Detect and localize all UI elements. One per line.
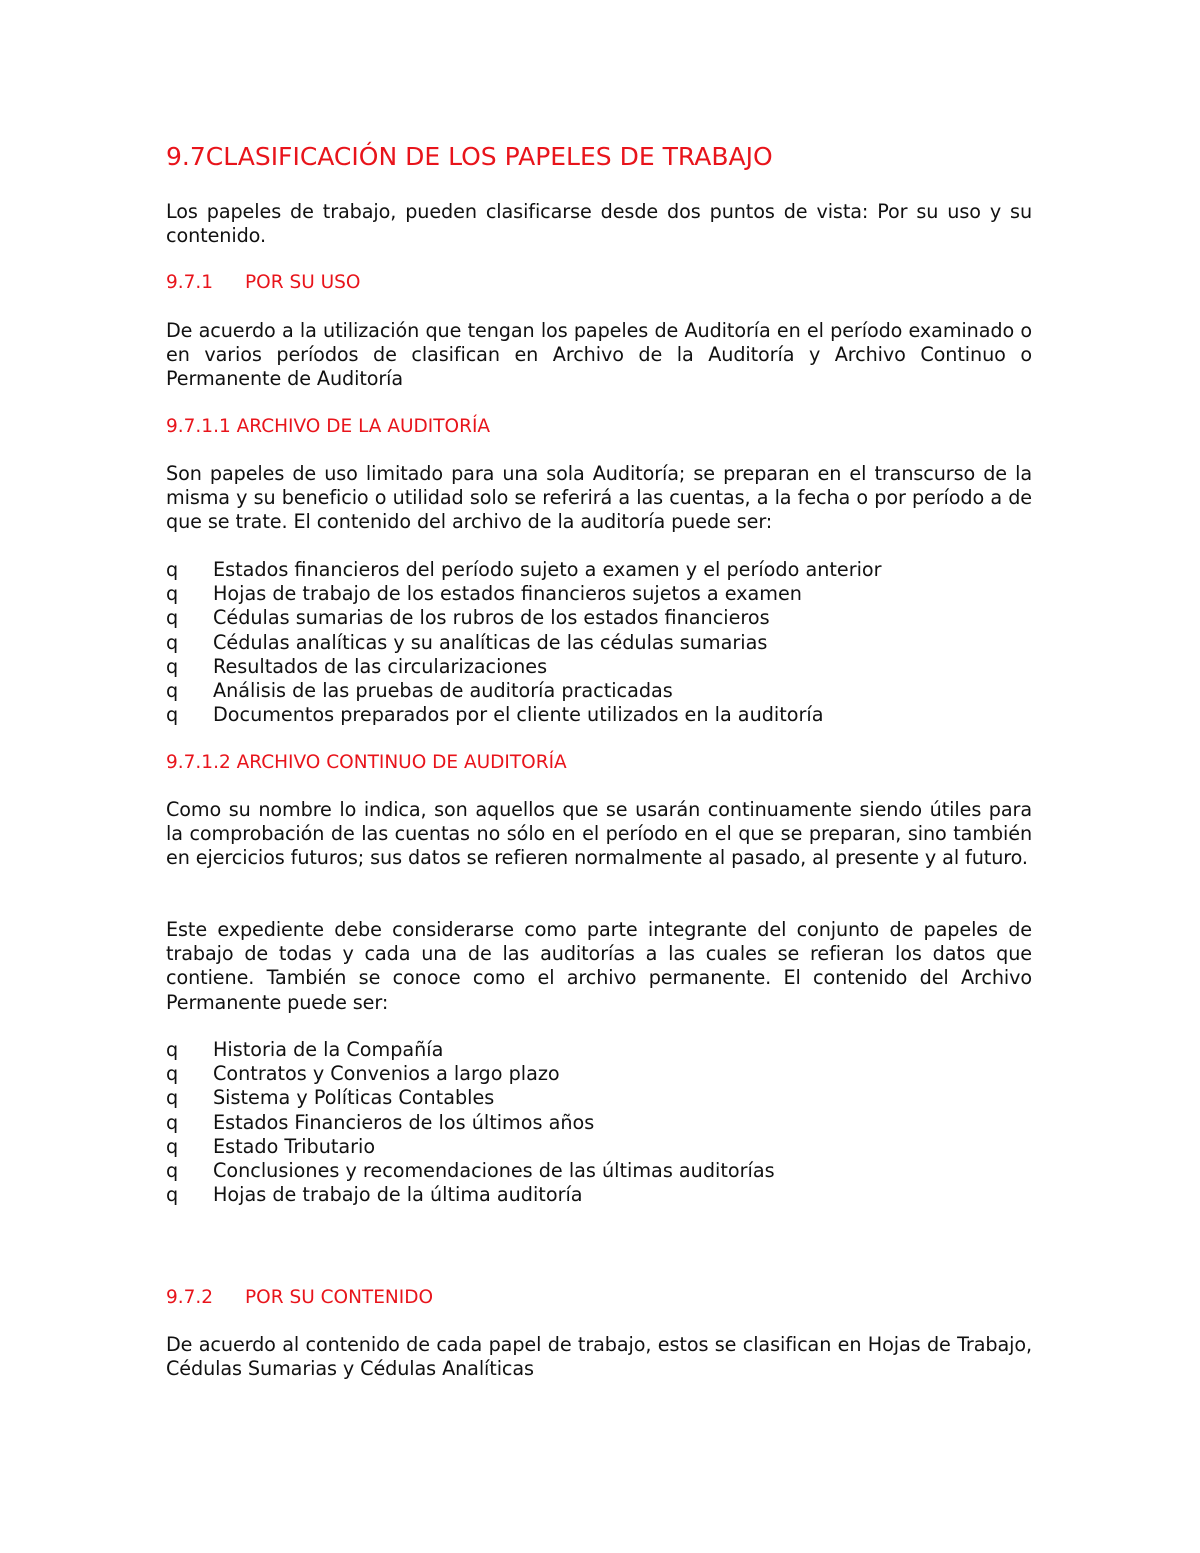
bullet-icon: q: [166, 1086, 179, 1110]
section-label: POR SU CONTENIDO: [245, 1287, 434, 1308]
section-number: 9.7.2: [166, 1287, 214, 1308]
archivo-permanente-list: [166, 1038, 1032, 1207]
list-item: q Sistema y Políticas Contables: [166, 1086, 495, 1110]
archivo-permanente-paragraph: Este expediente debe considerarse como parte integrante del conjunto de papeles de trabajo de todas y cada una de las auditorías a las cuales se refieran los datos que contiene. También se conoce como el archivo permanente. El contenido del Archivo Permanente puede ser:: [166, 918, 1032, 1014]
section-heading-por-su-contenido: [166, 1286, 1032, 1310]
section-heading-por-su-uso: [166, 271, 1032, 295]
bullet-icon: q: [166, 582, 179, 606]
bullet-icon: q: [166, 630, 179, 654]
archivo-auditoria-paragraph: Son papeles de uso limitado para una sola Auditoría; se preparan en el transcurso de la misma y su beneficio o utilidad solo se referirá a las cuentas, a la fecha o por período a de que se trate. El contenido del archivo de la auditoría puede ser:: [166, 462, 1032, 534]
section-number: 9.7.1: [166, 272, 214, 293]
bullet-icon: q: [166, 1158, 179, 1182]
list-item: q Estado Tributario: [166, 1134, 376, 1158]
section-label: POR SU USO: [245, 272, 361, 293]
page-title: 9.7CLASIFICACIÓN DE LOS PAPELES DE TRABAJO: [166, 142, 773, 171]
list-item: q Cédulas sumarias de los rubros de los estados financieros: [166, 606, 770, 630]
archivo-continuo-paragraph: Como su nombre lo indica, son aquellos que se usarán continuamente siendo útiles para la comprobación de las cuentas no sólo en el período en el que se preparan, sino también en ejercicios futuros; sus datos se refieren normalmente al pasado, al presente y al futuro.: [166, 798, 1032, 870]
bullet-icon: q: [166, 606, 179, 630]
uso-paragraph: De acuerdo a la utilización que tengan los papeles de Auditoría en el período examinado o en varios períodos de clasifican en Archivo de la Auditoría y Archivo Continuo o Permanente de Auditoría: [166, 319, 1032, 391]
list-item: q Conclusiones y recomendaciones de las últimas auditorías: [166, 1158, 775, 1182]
bullet-icon: q: [166, 1038, 179, 1061]
list-item: q Contratos y Convenios a largo plazo: [166, 1062, 560, 1086]
bullet-icon: q: [166, 1134, 179, 1158]
contenido-paragraph: De acuerdo al contenido de cada papel de trabajo, estos se clasifican en Hojas de Trabajo, Cédulas Sumarias y Cédulas Analíticas: [166, 1333, 1032, 1381]
bullet-icon: q: [166, 1062, 179, 1086]
bullet-icon: q: [166, 1183, 179, 1207]
archivo-auditoria-list: [166, 558, 1032, 727]
list-item: q Resultados de las circularizaciones: [166, 654, 548, 678]
bullet-icon: q: [166, 558, 179, 581]
bullet-icon: q: [166, 678, 179, 702]
list-item: q Hojas de trabajo de la última auditoría: [166, 1183, 583, 1207]
section-heading-archivo-auditoria: 9.7.1.1 ARCHIVO DE LA AUDITORÍA: [166, 416, 491, 437]
bullet-icon: q: [166, 654, 179, 678]
list-item: q Hojas de trabajo de los estados financieros sujetos a examen: [166, 582, 802, 606]
bullet-icon: q: [166, 1110, 179, 1134]
list-item: q Análisis de las pruebas de auditoría practicadas: [166, 678, 673, 702]
list-item: q Estados financieros del período sujeto a examen y el período anterior: [166, 558, 882, 581]
list-item: q Estados Financieros de los últimos años: [166, 1110, 595, 1134]
list-item: q Documentos preparados por el cliente utilizados en la auditoría: [166, 703, 824, 727]
intro-paragraph: Los papeles de trabajo, pueden clasificarse desde dos puntos de vista: Por su uso y su contenido.: [166, 200, 1032, 248]
list-item: q Cédulas analíticas y su analíticas de las cédulas sumarias: [166, 630, 768, 654]
bullet-icon: q: [166, 703, 179, 727]
section-heading-archivo-continuo: 9.7.1.2 ARCHIVO CONTINUO DE AUDITORÍA: [166, 752, 567, 773]
list-item: q Historia de la Compañía: [166, 1038, 444, 1061]
